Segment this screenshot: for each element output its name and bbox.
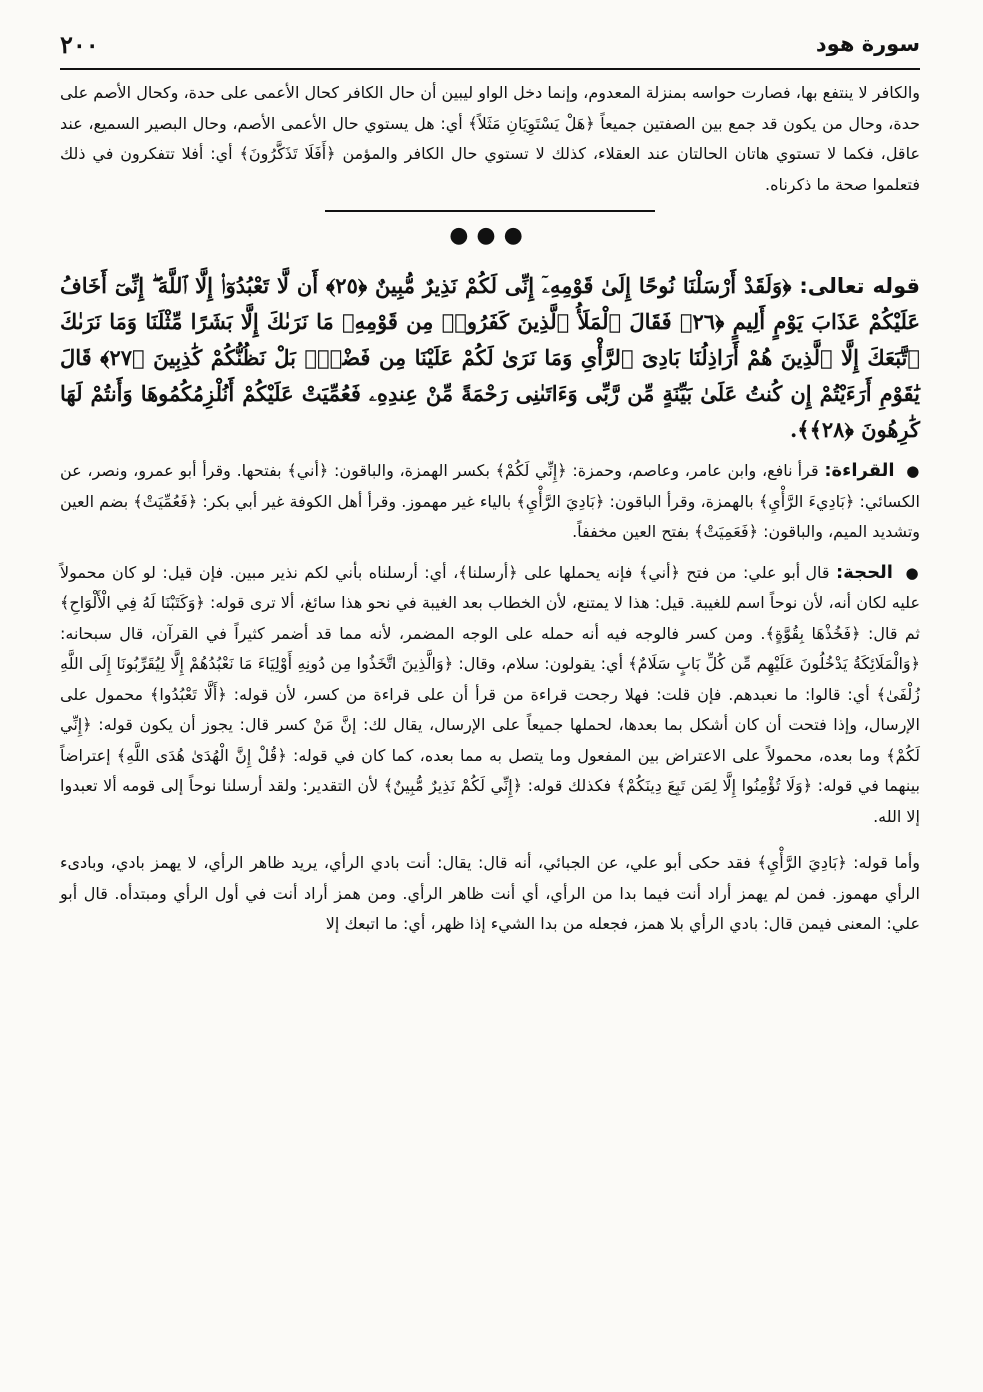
verse-lead: قوله تعالى: bbox=[799, 274, 920, 298]
section-separator bbox=[60, 200, 920, 268]
hujja-text: قال أبو علي: من فتح ﴿أني﴾ فإنه يحملها على ﴿أرسلنا﴾، أي: أرسلناه بأني لكم نذير مبين. فإن قيل: لو كان محمولاً عليه لكان أنه، لأن نوحاً اسم للغيبة. قيل: هذا لا يمتنع، لأن الخطاب بعد الغيبة في نحو هذا سائغ، ألا ترى قوله: ﴿وَكَتَبْنَا لَهُ فِي الْأَلْوَاحِ﴾ ثم قال: ﴿فَخُذْهَا بِقُوَّةٍ﴾. ومن كسر فالوجه فيه أنه حمله على الوجه المضمر، لأنه مما قد أضمر كثيراً في القرآن، قال سبحانه: ﴿وَالْمَلَائِكَةُ يَدْخُلُونَ عَلَيْهِم مِّن كُلِّ بَابٍ سَلَامٌ﴾ أي: يقولون: سلام، وقال: ﴿وَالَّذِينَ اتَّخَذُوا مِن دُونِهِ أَوْلِيَاءَ مَا نَعْبُدُهُمْ إِلَّا لِيُقَرِّبُونَا إِلَى اللَّهِ زُلْفَىٰ﴾ أي: قالوا: ما نعبدهم. فإن قلت: فهلا رجحت قراءة من قرأ أن على قراءة من كسر، لأن قوله: ﴿أَلَّا تَعْبُدُوا﴾ محمول على الإرسال، وإذا فتحت أن كان أشكل بما بعدها، لحملها جميعاً على الإرسال، يقال لك: إنَّ مَنْ كسر قال: يجوز أن يكون قوله: ﴿إِنِّي لَكُمْ﴾ وما بعده، محمولاً على الاعتراض بين المفعول وما يتصل به مما بعده، كما كان في قوله: ﴿قُلْ إِنَّ الْهُدَىٰ هُدَى اللَّهِ﴾ إعتراضاً بينهما في قوله: ﴿وَلَا تُؤْمِنُوا إِلَّا لِمَن تَبِعَ دِينَكُمْ﴾ فكذلك قوله: ﴿إِنِّي لَكُمْ نَذِيرٌ مُّبِينٌ﴾ لأن التقدير: ولقد أرسلنا نوحاً إلى قومه ألا تعبدوا إلا الله. bbox=[60, 562, 920, 826]
surah-title: سورة هود bbox=[815, 32, 920, 56]
qiraa-section bbox=[60, 456, 920, 548]
hujja-heading: الحجة: bbox=[835, 561, 893, 583]
document-page bbox=[60, 28, 920, 1368]
bullet-icon: ● bbox=[905, 563, 921, 582]
page-number: ٢٠٠ bbox=[60, 30, 99, 59]
separator-dots: ●●● bbox=[449, 223, 531, 248]
verse-text: ﴿وَلَقَدْ أَرْسَلْنَا نُوحًا إِلَىٰ قَوْمِهِۦٓ إِنِّى لَكُمْ نَذِيرٌ مُّبِينٌ ﴿٢٥﴾ أَن لَّا تَعْبُدُوٓا۟ إِلَّا ٱللَّهَ ۖ إِنِّىٓ أَخَافُ عَلَيْكُمْ عَذَابَ يَوْمٍ أَلِيمٍ ﴿٢٦﴾ فَقَالَ ٱلْمَلَأُ ٱلَّذِينَ كَفَرُوا۟ مِن قَوْمِهِۦ مَا نَرَىٰكَ إِلَّا بَشَرًا مِّثْلَنَا وَمَا نَرَىٰكَ ٱتَّبَعَكَ إِلَّا ٱلَّذِينَ هُمْ أَرَاذِلُنَا بَادِىَ ٱلرَّأْىِ وَمَا نَرَىٰ لَكُمْ عَلَيْنَا مِن فَضْلٍۭ بَلْ نَظُنُّكُمْ كَٰذِبِينَ ﴿٢٧﴾ قَالَ يَٰقَوْمِ أَرَءَيْتُمْ إِن كُنتُ عَلَىٰ بَيِّنَةٍ مِّن رَّبِّى وَءَاتَىٰنِى رَحْمَةً مِّنْ عِندِهِۦ فَعُمِّيَتْ عَلَيْكُمْ أَنُلْزِمُكُمُوهَا وَأَنتُمْ لَهَا كَٰرِهُونَ ﴿٢٨﴾﴾. bbox=[60, 273, 921, 442]
qiraa-heading: القراءة: bbox=[824, 460, 895, 481]
page-header bbox=[60, 28, 920, 70]
intro-paragraph: والكافر لا ينتفع بها، فصارت حواسه بمنزلة المعدوم، وإنما دخل الواو ليبين أن حال الكافر كحال الأعمى على حدة، وكحال الأصم على حدة، وحال من يكون قد جمع بين الصفتين جميعاً ﴿هَلْ يَسْتَوِيَانِ مَثَلاً﴾ أي: هل يستوي حال الأعمى الأصم، وحال البصير السميع، عند عاقل، فكما لا تستوي هاتان الحالتان عند العقلاء، كذلك لا تستوي حال الكافر والمؤمن ﴿أَفَلَا تَذَكَّرُونَ﴾ أي: أفلا تتفكرون في ذلك فتعلموا صحة ما ذكرناه. bbox=[60, 83, 920, 194]
closing-paragraph: وأما قوله: ﴿بَادِيَ الرَّأْيِ﴾ فقد حكى أبو علي، عن الجبائي، أنه قال: يقال: أنت بادي الرأي، يريد ظاهر الرأي، لا يهمز بادي، وبادىء الرأي مهموز. فمن لم يهمز أراد أنت فيما بدا من الرأي، أي أنت ظاهر الرأي. ومن همز أراد أنت في أول الرأي ومبتدأه. قال أبو علي: المعنى فيمن قال: بادي الرأي بلا همز، فجعله من بدا الشيء إذا ظهر، أي: ما اتبعك إلا bbox=[60, 853, 920, 933]
bullet-icon: ● bbox=[906, 462, 920, 480]
qiraa-text: قرأ نافع، وابن عامر، وعاصم، وحمزة: ﴿إِنِّي لَكُمْ﴾ بكسر الهمزة، والباقون: ﴿أني﴾ بفتحها. وقرأ أبو عمرو، ونصر، عن الكسائي: ﴿بَادِيءَ الرَّأْيِ﴾ بالهمزة، وقرأ الباقون: ﴿بَادِيَ الرَّأْيِ﴾ بالياء غير مهموز. وقرأ أهل الكوفة غير أبي بكر: ﴿فَعُمِّيَتْ﴾ بضم العين وتشديد الميم، والباقون: ﴿فَعَمِيَتْ﴾ بفتح العين مخففاً. bbox=[60, 461, 920, 541]
separator-rule bbox=[325, 210, 655, 212]
verse-block bbox=[60, 268, 920, 448]
hujja-section bbox=[60, 558, 920, 833]
